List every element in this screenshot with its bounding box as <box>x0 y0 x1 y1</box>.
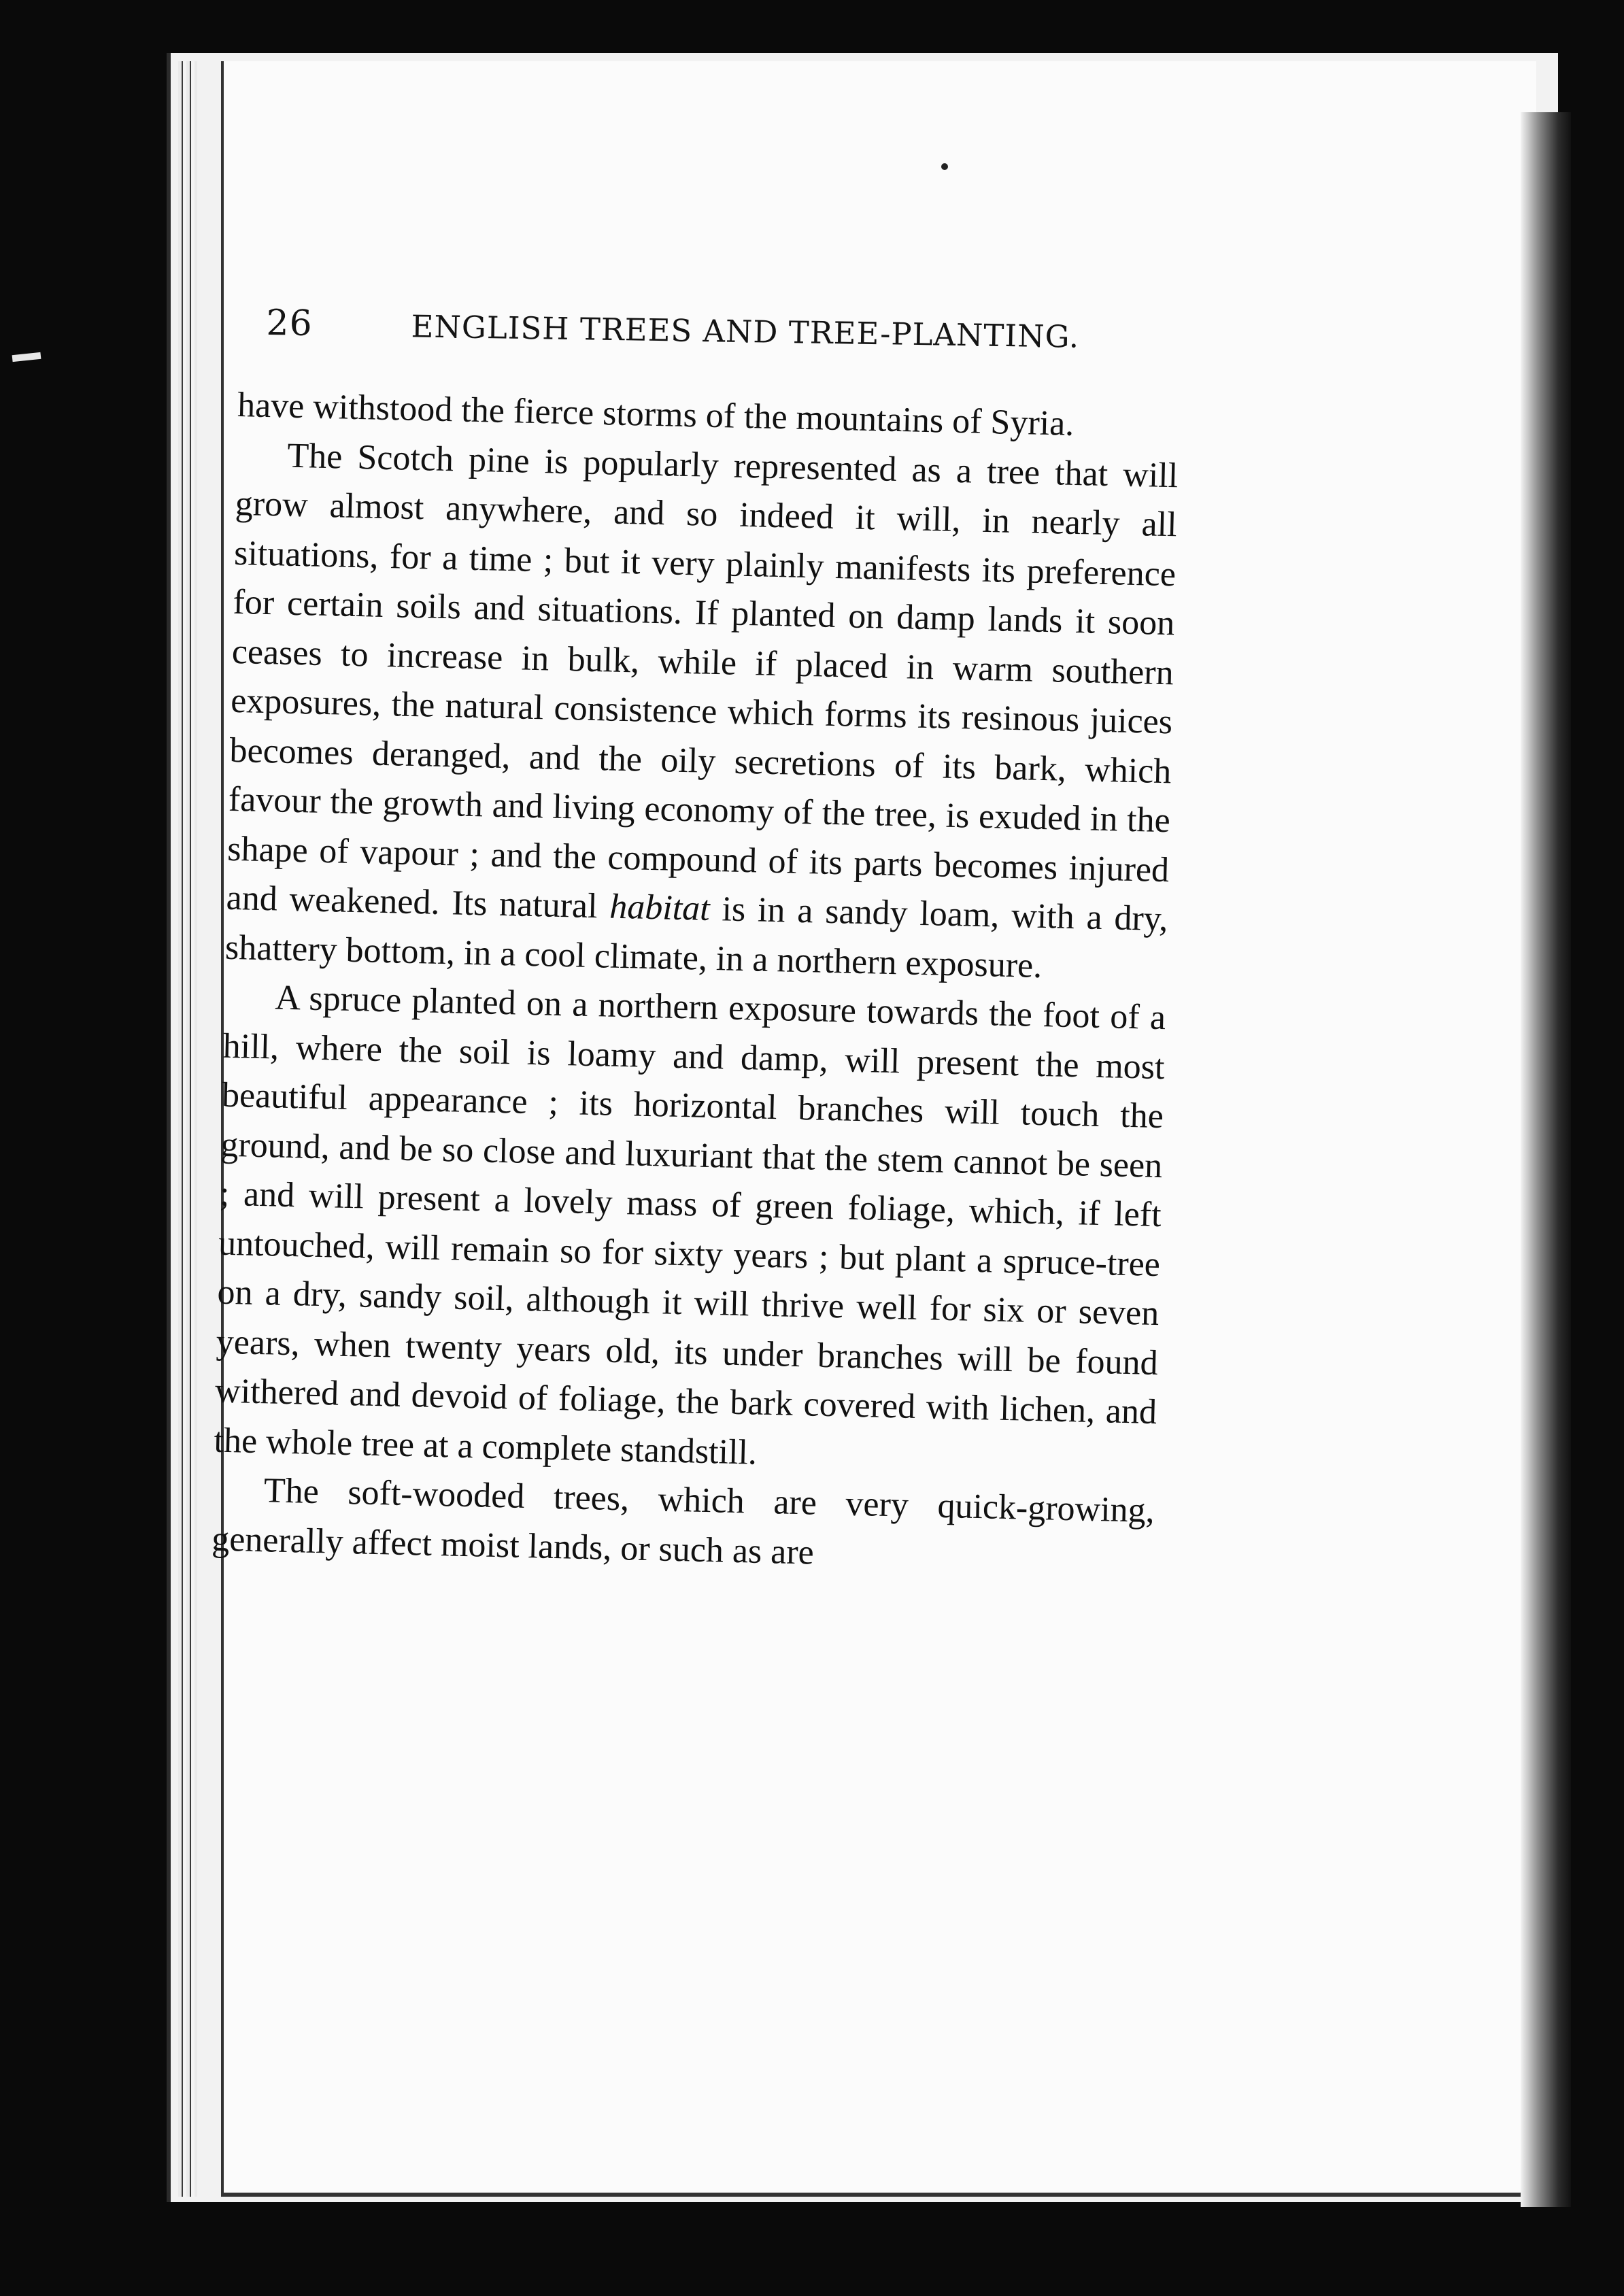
running-title: ENGLISH TREES AND TREE-PLANTING. <box>411 308 1080 355</box>
body-text <box>212 381 1180 1585</box>
paragraph-continuation: have withstood the fierce storms of the mountains of Syria. <box>237 385 1075 443</box>
paragraph-scotch-pine-end: is in a sandy loam, with a dry, shattery bottom, in a cool climate, in a northern exposure. <box>224 890 1169 985</box>
page-number: 26 <box>266 303 314 345</box>
ink-speck <box>941 163 948 170</box>
page-stack <box>178 61 197 2197</box>
paragraph-spruce: A spruce planted on a northern exposure towards the foot of a hill, where the soil is loamy and damp, will present the most beautiful appearance ; its horizontal branches will touch the ground, and be so close and luxuriant that the stem cannot be seen ; and will present a lovely mass of green foliage, which, if left untouched, will remain so for sixty years ; but plant a spruce-tree on a dry, sandy soil, although it will thrive well for six or seven years, when twenty years old, its under branches will be found withered and devoid of foliage, the bark covered with lichen, and the whole tree at a complete standstill. <box>214 978 1166 1472</box>
margin-mark <box>12 352 41 362</box>
paragraph-scotch-pine <box>224 430 1179 994</box>
spine-shadow <box>1521 112 1571 2207</box>
paragraph-scotch-pine-text: The Scotch pine is popularly represented as a tree that will grow almost anywhere, and so indeed it will, in nearly all situations, for a time ; but it very plainly manifests its preference for certain soils and situations. If planted on damp lands it soon ceases to increase in bulk, while if placed in warm southern exposures, the natural consistence which forms its resinous juices becomes deranged, and the oily secretions of its bark, which favour the growth and living economy of the tree, is exuded in the shape of vapour ; and the compound of its parts becomes injured and weakened. Its natural <box>226 436 1179 926</box>
italic-habitat: habitat <box>609 887 711 928</box>
paragraph-soft-wooded: The soft-wooded trees, which are very quick-growing, generally affect moist lands, or such as are <box>211 1471 1155 1572</box>
